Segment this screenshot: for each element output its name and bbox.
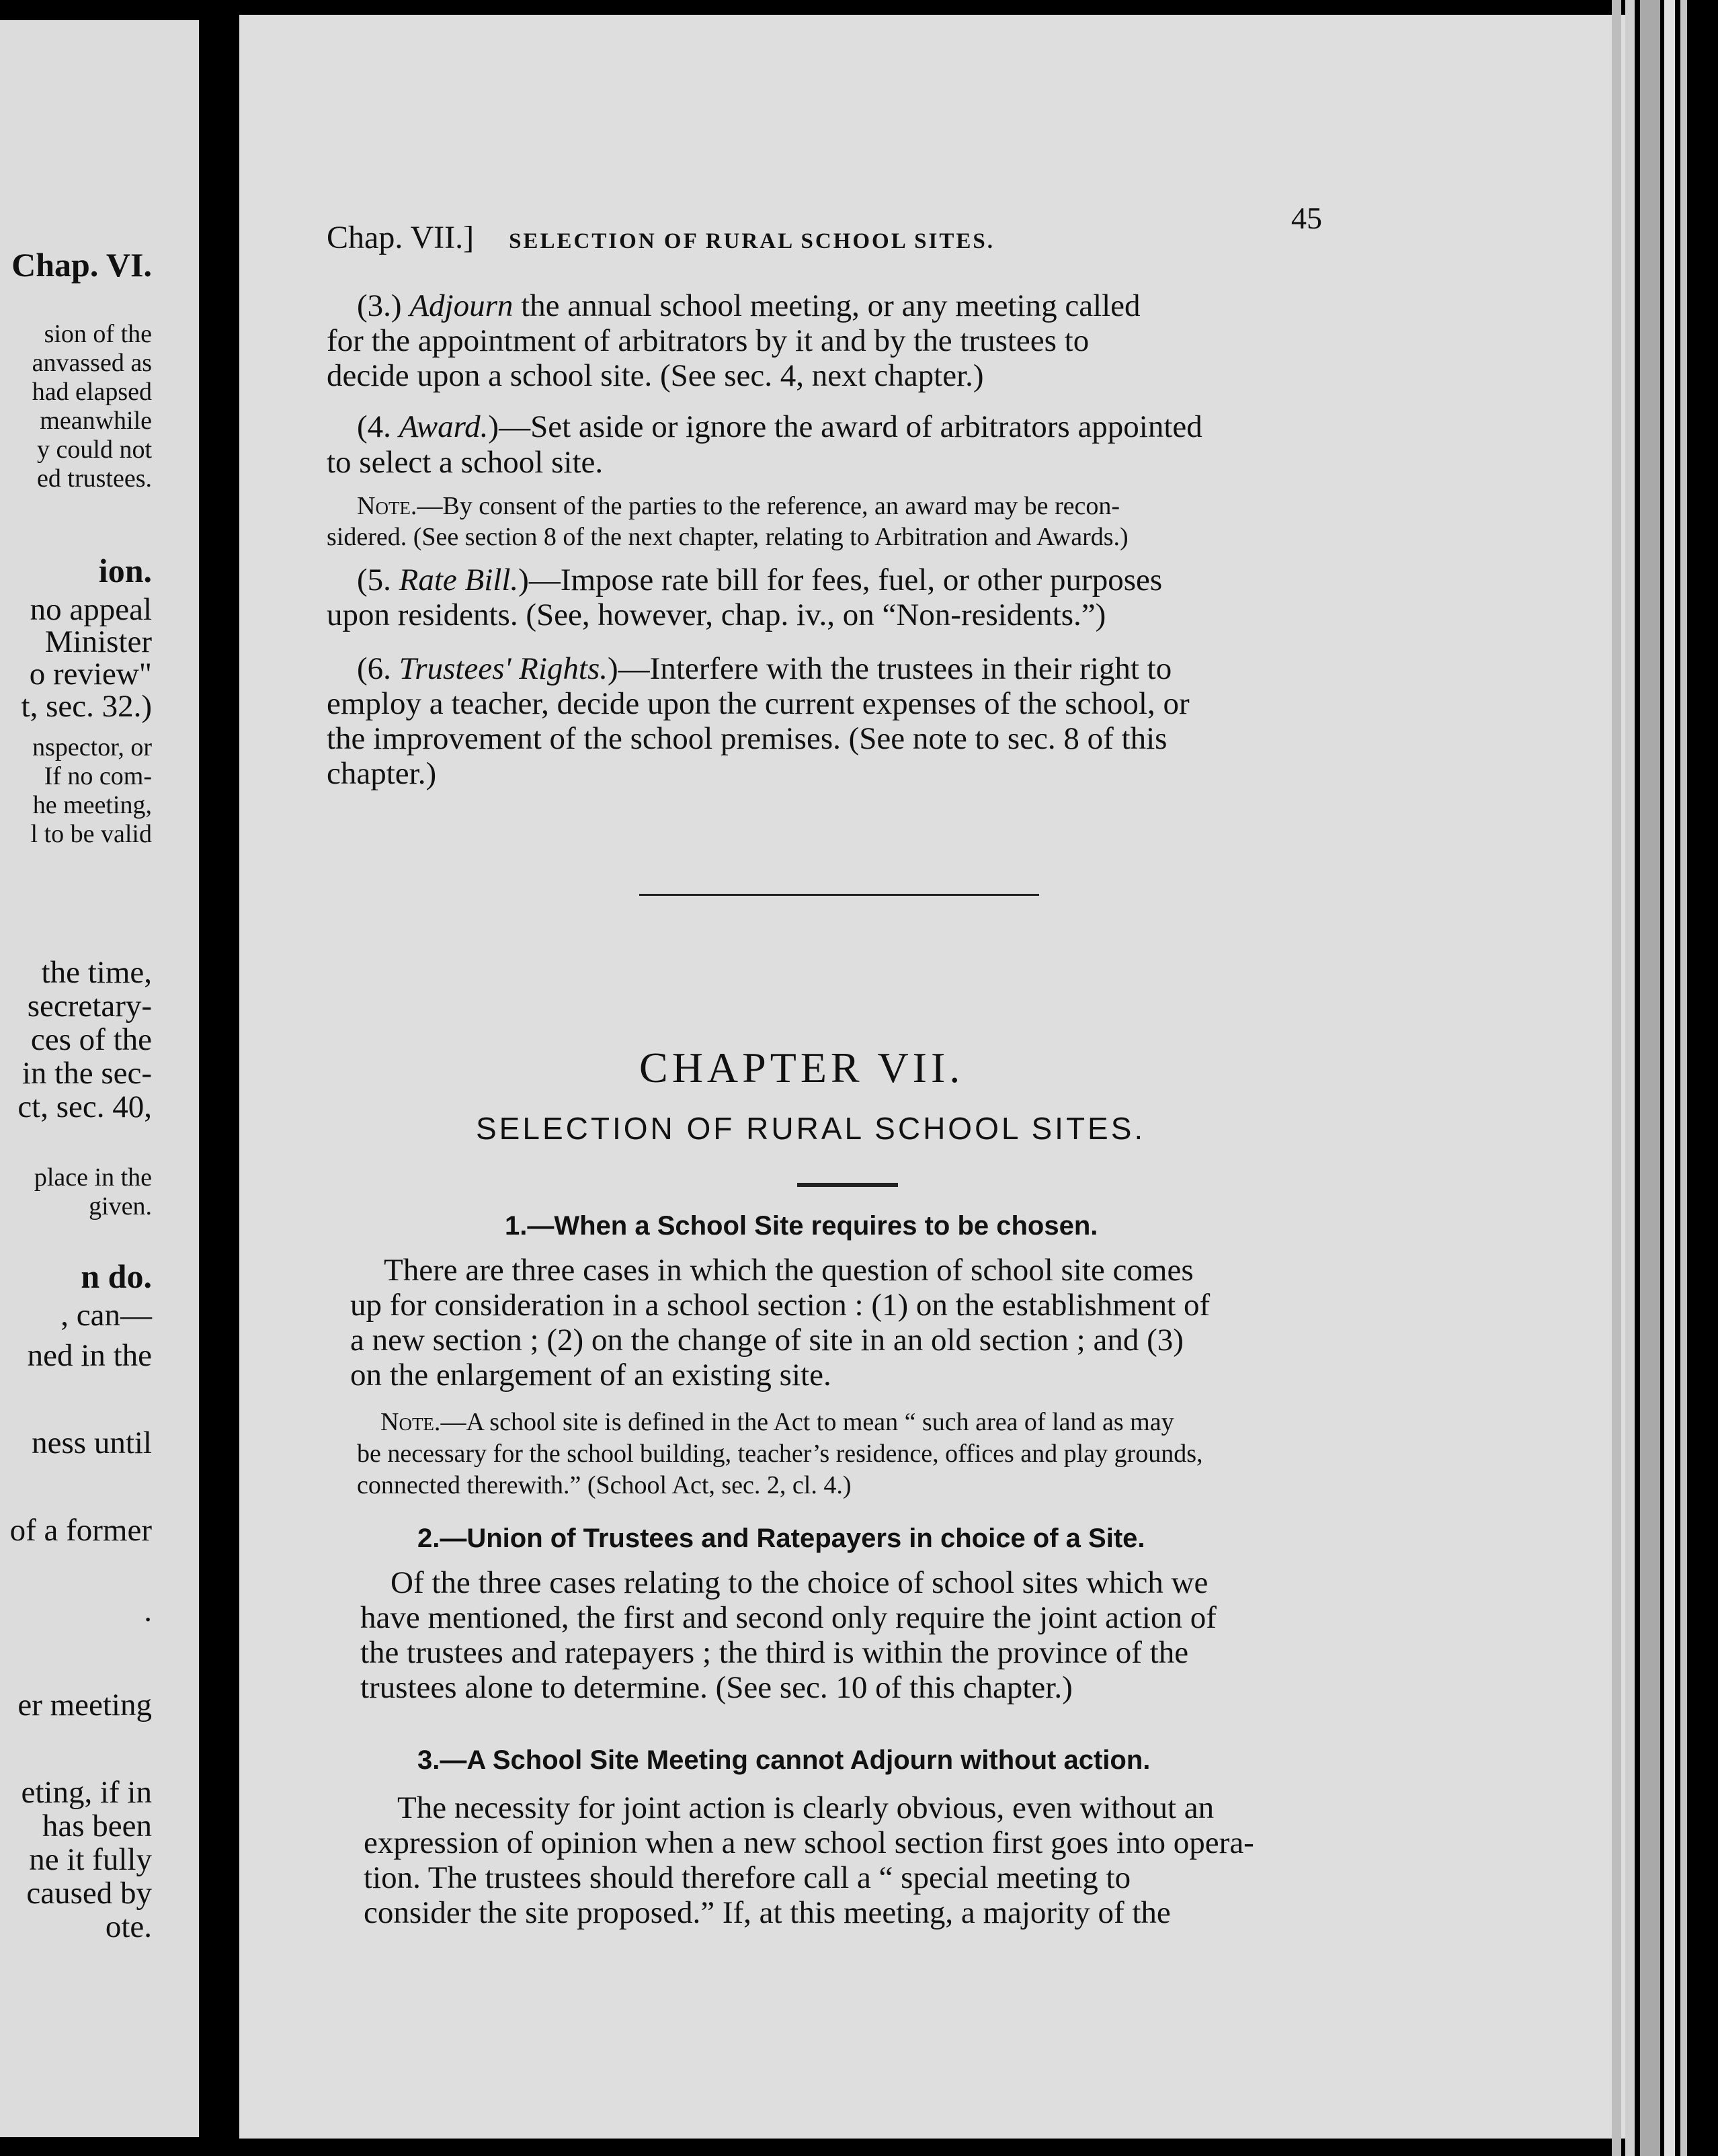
section-3-line-4: consider the site proposed.” If, at this meeting, a majority of the xyxy=(364,1895,1171,1930)
section-3-line-1: The necessity for joint action is clearly obvious, even without an xyxy=(397,1790,1215,1825)
left-page-line: ote. xyxy=(105,1909,152,1944)
page-edge xyxy=(1680,0,1687,2156)
section-divider-rule xyxy=(639,894,1039,896)
page-edge xyxy=(1625,0,1635,2156)
section-1-line-2: up for consideration in a school section : (1) on the establishment of xyxy=(350,1288,1211,1323)
left-page-line: er meeting xyxy=(17,1688,152,1723)
section-1-note-line-2: be necessary for the school building, teacher’s residence, offices and play grounds, xyxy=(357,1440,1203,1468)
section-1-note-text: —A school site is defined in the Act to mean “ such area of land as may xyxy=(440,1408,1174,1436)
item-6-line-3: the improvement of the school premises. (See note to sec. 8 of this xyxy=(327,721,1168,756)
item-3-line-3: decide upon a school site. (See sec. 4, next chapter.) xyxy=(327,358,984,393)
note-1-label: Note. xyxy=(357,492,417,520)
section-3-line-2: expression of opinion when a new school section first goes into opera- xyxy=(364,1825,1254,1860)
left-page-line: If no com- xyxy=(44,762,152,790)
section-1-heading: 1.—When a School Site requires to be chosen. xyxy=(505,1211,1098,1241)
left-page-line: . xyxy=(144,1593,152,1628)
item-5-line-2: upon residents. (See, however, chap. iv., on “Non-residents.”) xyxy=(327,597,1106,632)
section-3-heading: 3.—A School Site Meeting cannot Adjourn without action. xyxy=(417,1745,1151,1775)
item-6-number: (6. xyxy=(357,651,391,686)
book-gutter xyxy=(199,0,239,2156)
page-45 xyxy=(239,15,1631,2139)
section-2-line-2: have mentioned, the first and second only require the joint action of xyxy=(360,1600,1217,1635)
left-page-line: ne it fully xyxy=(29,1842,152,1877)
left-page-line: n do. xyxy=(81,1257,152,1295)
left-page-line: ed trustees. xyxy=(37,464,152,493)
left-page-line: sion of the xyxy=(44,320,152,348)
page-edge xyxy=(1612,0,1621,2156)
left-page-line: Chap. VI. xyxy=(11,246,152,284)
page-number: 45 xyxy=(1291,201,1322,235)
note-1-line-1 xyxy=(357,493,1120,519)
item-6-line-1 xyxy=(357,653,1172,685)
left-page-line: the time, xyxy=(41,955,152,990)
left-page-line: Minister xyxy=(44,624,152,659)
running-head xyxy=(327,222,995,254)
left-page-line: eting, if in xyxy=(21,1775,152,1810)
item-3-line-2: for the appointment of arbitrators by it and by the trustees to xyxy=(327,323,1090,358)
left-page-line: l to be valid xyxy=(30,820,152,848)
section-1-line-4: on the enlargement of an existing site. xyxy=(350,1358,831,1393)
section-1-line-1: There are three cases in which the question of school site comes xyxy=(384,1253,1194,1288)
left-page-line: had elapsed xyxy=(32,378,152,406)
left-facing-page xyxy=(0,20,199,2137)
section-1-note-line-1 xyxy=(380,1409,1174,1435)
item-4-line-2: to select a school site. xyxy=(327,445,604,480)
note-1-line-2: sidered. (See section 8 of the next chapter, relating to Arbitration and Awards.) xyxy=(327,523,1129,551)
left-page-line: of a former xyxy=(9,1513,152,1548)
running-head-chapter: Chap. VII.] xyxy=(327,220,475,255)
item-4-line-1 xyxy=(357,411,1202,443)
section-1-line-3: a new section ; (2) on the change of site in an old section ; and (3) xyxy=(350,1323,1184,1358)
note-1-text: —By consent of the parties to the reference, an award may be recon- xyxy=(417,492,1120,520)
item-3-term: Adjourn xyxy=(409,288,514,323)
left-page-line: meanwhile xyxy=(40,407,152,435)
left-page-line: has been xyxy=(42,1809,152,1843)
section-2-line-1: Of the three cases relating to the choice of school sites which we xyxy=(391,1565,1209,1600)
chapter-short-rule xyxy=(797,1183,898,1187)
page-edge xyxy=(1664,0,1675,2156)
left-page-line: o review" xyxy=(29,657,152,692)
item-3-text: the annual school meeting, or any meeting called xyxy=(521,288,1141,323)
left-page-line: given. xyxy=(89,1192,152,1220)
item-6-line-2: employ a teacher, decide upon the current expenses of the school, or xyxy=(327,686,1190,721)
chapter-title: CHAPTER VII. xyxy=(639,1044,965,1091)
left-page-line: he meeting, xyxy=(32,791,152,819)
item-5-text: )—Impose rate bill for fees, fuel, or other purposes xyxy=(518,563,1163,597)
section-2-line-4: trustees alone to determine. (See sec. 10 of this chapter.) xyxy=(360,1670,1073,1705)
item-4-term: Award. xyxy=(399,409,489,444)
left-page-line: place in the xyxy=(34,1163,152,1192)
item-3-line-1 xyxy=(357,290,1141,322)
left-page-line: ion. xyxy=(98,552,152,589)
left-page-line: anvassed as xyxy=(32,349,152,377)
left-page-line: no appeal xyxy=(30,592,152,627)
item-4-text: )—Set aside or ignore the award of arbitrators appointed xyxy=(488,409,1202,444)
left-page-line: caused by xyxy=(26,1876,152,1911)
item-4-number: (4. xyxy=(357,409,391,444)
left-page-line: nspector, or xyxy=(32,733,152,761)
left-page-line: ness until xyxy=(32,1425,152,1460)
item-5-number: (5. xyxy=(357,563,391,597)
chapter-subtitle: SELECTION OF RURAL SCHOOL SITES. xyxy=(476,1111,1146,1146)
section-1-note-label: Note. xyxy=(380,1408,441,1436)
left-page-line: t, sec. 32.) xyxy=(21,689,152,724)
left-page-line: ct, sec. 40, xyxy=(17,1089,152,1124)
item-6-term: Trustees' Rights. xyxy=(399,651,608,686)
item-3-number: (3.) xyxy=(357,288,402,323)
item-6-line-4: chapter.) xyxy=(327,756,437,791)
item-5-line-1 xyxy=(357,565,1162,596)
section-2-line-3: the trustees and ratepayers ; the third is within the province of the xyxy=(360,1635,1189,1670)
left-page-line: secretary- xyxy=(27,989,152,1024)
left-page-line: , can— xyxy=(60,1298,152,1333)
section-3-line-3: tion. The trustees should therefore call a “ special meeting to xyxy=(364,1860,1131,1895)
left-page-line: y could not xyxy=(37,436,152,464)
running-head-title: SELECTION OF RURAL SCHOOL SITES. xyxy=(509,229,995,253)
page-edge xyxy=(1640,0,1660,2156)
left-page-line: in the sec- xyxy=(22,1056,152,1091)
section-1-note-line-3: connected therewith.” (School Act, sec. 2, cl. 4.) xyxy=(357,1471,852,1499)
left-page-line: ned in the xyxy=(27,1338,152,1373)
section-2-heading: 2.—Union of Trustees and Ratepayers in choice of a Site. xyxy=(417,1524,1145,1553)
item-6-text: )—Interfere with the trustees in their right to xyxy=(608,651,1172,686)
item-5-term: Rate Bill. xyxy=(399,563,519,597)
left-page-line: ces of the xyxy=(30,1022,152,1057)
